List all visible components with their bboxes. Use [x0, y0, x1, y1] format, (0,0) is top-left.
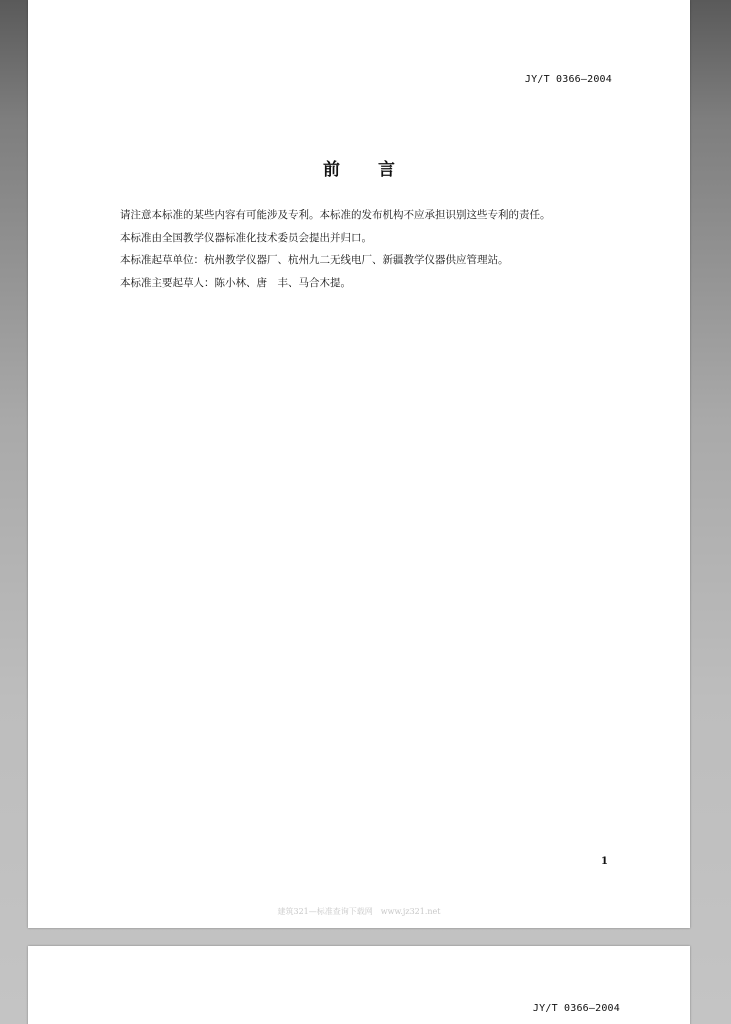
page-title: 前 言 [323, 160, 411, 180]
paragraph-drafting-units: 本标准起草单位：杭州教学仪器厂、杭州九二无线电厂、新疆教学仪器供应管理站。 [120, 254, 509, 266]
document-page-2 [28, 946, 690, 1024]
paragraph-proposer: 本标准由全国教学仪器标准化技术委员会提出并归口。 [120, 231, 372, 244]
watermark-text: 建筑321—标准查询下载网 www.jz321.net [277, 907, 441, 916]
document-page-1 [28, 0, 690, 928]
standard-code-header: JY/T 0366—2004 [532, 1003, 620, 1014]
page-number: 1 [601, 856, 608, 867]
foreword-body [120, 207, 640, 297]
paragraph-drafters: 本标准主要起草人：陈小林、唐 丰、马合木提。 [120, 276, 351, 289]
standard-code-header: JY/T 0366—2004 [524, 74, 612, 85]
paragraph-patent-notice: 请注意本标准的某些内容有可能涉及专利。本标准的发布机构不应承担识别这些专利的责任。 [120, 209, 551, 221]
